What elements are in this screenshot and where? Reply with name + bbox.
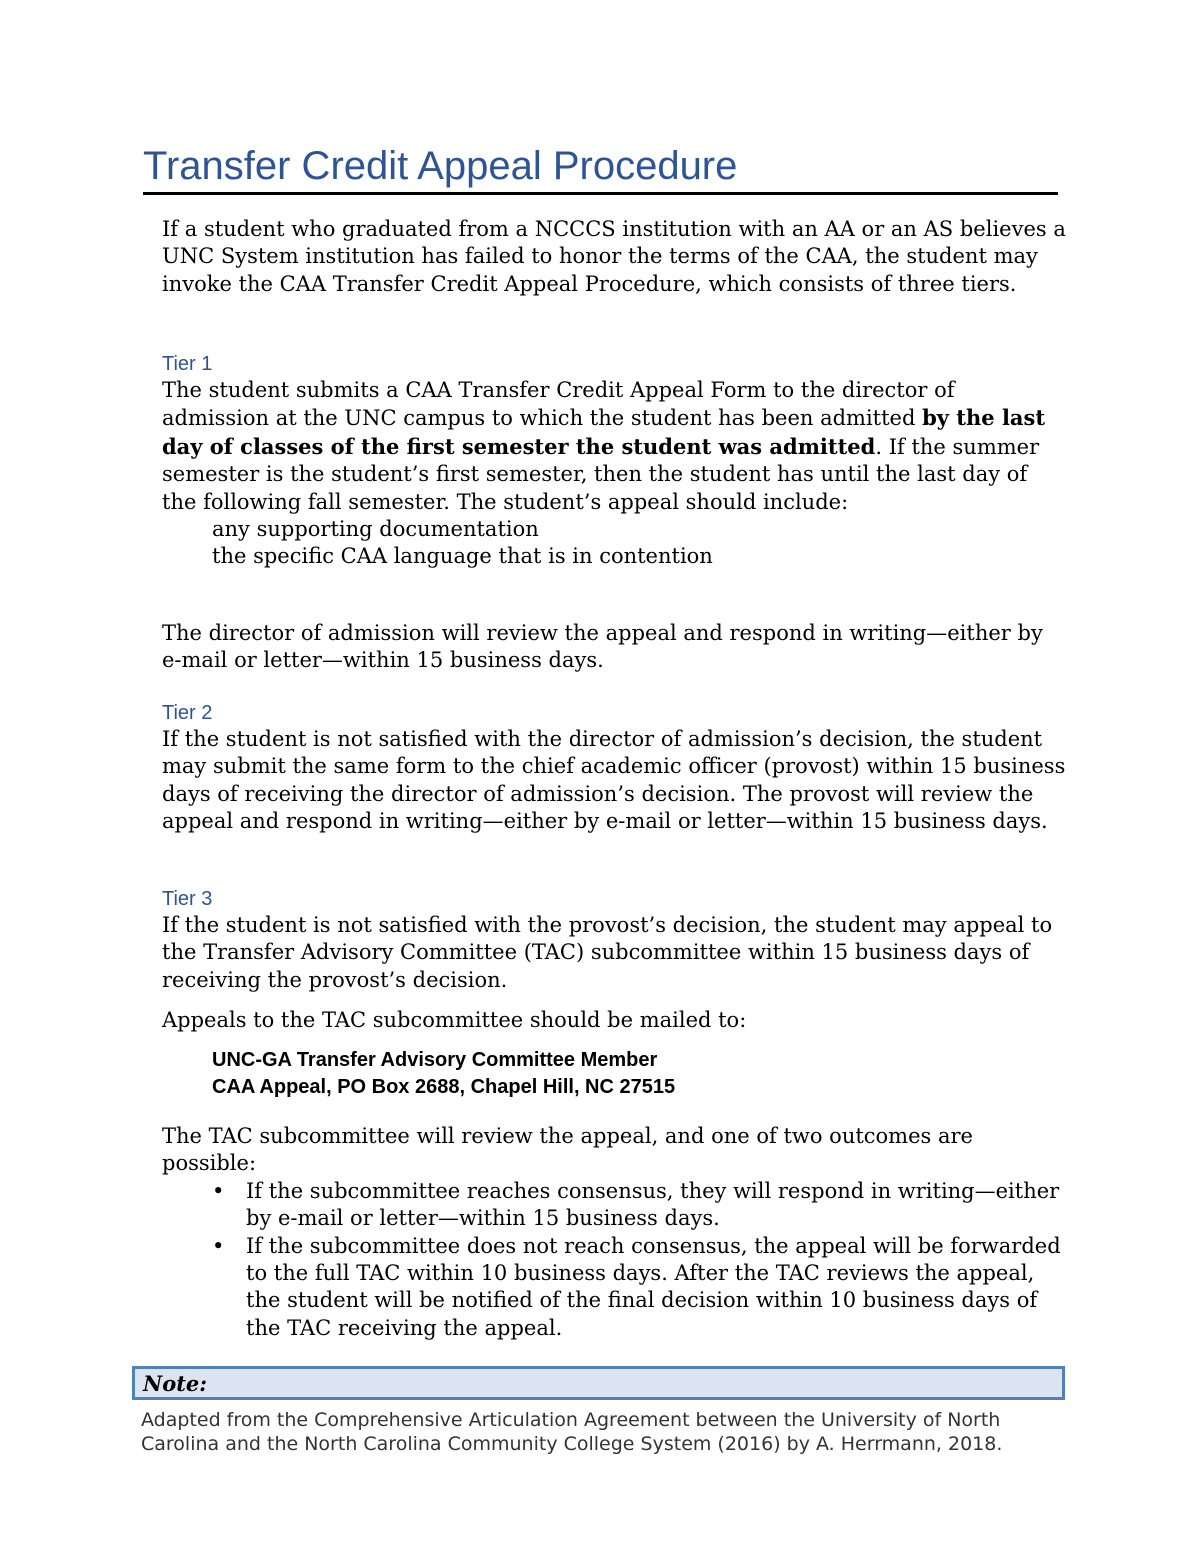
list-item — [162, 1178, 1067, 1233]
mailing-address — [212, 1047, 675, 1101]
tier1-deadline-bold: by the last day of classes of the first semester the student was admitted — [162, 405, 1046, 459]
tier1-section — [162, 377, 1067, 571]
tier3-section — [162, 912, 1067, 994]
tier1-response: The director of admission will review the appeal and respond in writing—either by e-mail or letter—within 15 business days. — [162, 621, 1043, 673]
tier3-heading: Tier 3 — [162, 888, 213, 910]
address-line-2: CAA Appeal, PO Box 2688, Chapel Hill, NC 27515 — [212, 1076, 676, 1098]
list-item — [162, 1233, 1067, 1343]
tier1-item-2: the specific CAA language that is in contention — [212, 544, 713, 569]
note-box — [132, 1366, 1065, 1400]
outcome-1: If the subcommittee reaches consensus, they will respond in writing—either by e-mail or letter—within 15 business days. — [246, 1178, 1060, 1231]
outcomes-list — [162, 1178, 1067, 1342]
tier3-outcomes-section — [162, 1123, 1067, 1342]
note-label: Note: — [143, 1371, 208, 1396]
tier3-text: If the student is not satisfied with the provost’s decision, the student may appeal to the Transfer Advisory Committee (TAC) subcommittee within 15 business days of receiving the provost’s decision. — [162, 913, 1053, 992]
tier1-response-section — [162, 620, 1067, 675]
tier3-mail-intro: Appeals to the TAC subcommittee should be mailed to: — [162, 1008, 747, 1032]
intro-text: If a student who graduated from a NCCCS institution with an AA or an AS believes a UNC System institution has failed to honor the terms of the CAA, the student may invoke the CAA Transfer Credit Appeal Procedure, which consists of three tiers. — [162, 217, 1066, 296]
outcome-2: If the subcommittee does not reach consensus, the appeal will be forwarded to the full TAC within 10 business days. After the TAC reviews the appeal, the student will be notified of the final decision within 10 business days of the TAC receiving the appeal. — [246, 1233, 1061, 1340]
tier2-text: If the student is not satisfied with the director of admission’s decision, the student may submit the same form to the chief academic officer (provost) within 15 business days of receiving the director of admission’s decision. The provost will review the appeal and respond in writing—either by e-mail or letter—within 15 business days. — [162, 727, 1066, 834]
tier1-paragraph — [162, 377, 1067, 516]
tier3-outcomes-intro: The TAC subcommittee will review the appeal, and one of two outcomes are possible: — [162, 1124, 973, 1176]
note-text: Adapted from the Comprehensive Articulation Agreement between the University of North Carolina and the North Carolina Community College System (2016) by A. Herrmann, 2018. — [141, 1409, 1003, 1455]
address-line-1: UNC-GA Transfer Advisory Committee Member — [212, 1049, 658, 1071]
tier1-heading: Tier 1 — [162, 353, 213, 375]
tier3-mail-intro-section — [162, 1007, 1067, 1034]
bullet-icon: • — [212, 1233, 225, 1258]
page-title: Transfer Credit Appeal Procedure — [143, 142, 1058, 195]
bullet-icon: • — [212, 1178, 225, 1203]
intro-paragraph — [162, 216, 1067, 298]
tier1-text-after: . If the summer semester is the student’s first semester, then the student has until the last day of the following fall semester. The student’s appeal should include: — [162, 434, 1040, 514]
tier2-section — [162, 726, 1067, 836]
tier1-text-before: The student submits a CAA Transfer Credit Appeal Form to the director of admission at the UNC campus to which the student has been admitted — [162, 378, 955, 431]
tier2-heading: Tier 2 — [162, 702, 213, 724]
tier1-item-1: any supporting documentation — [212, 517, 539, 542]
